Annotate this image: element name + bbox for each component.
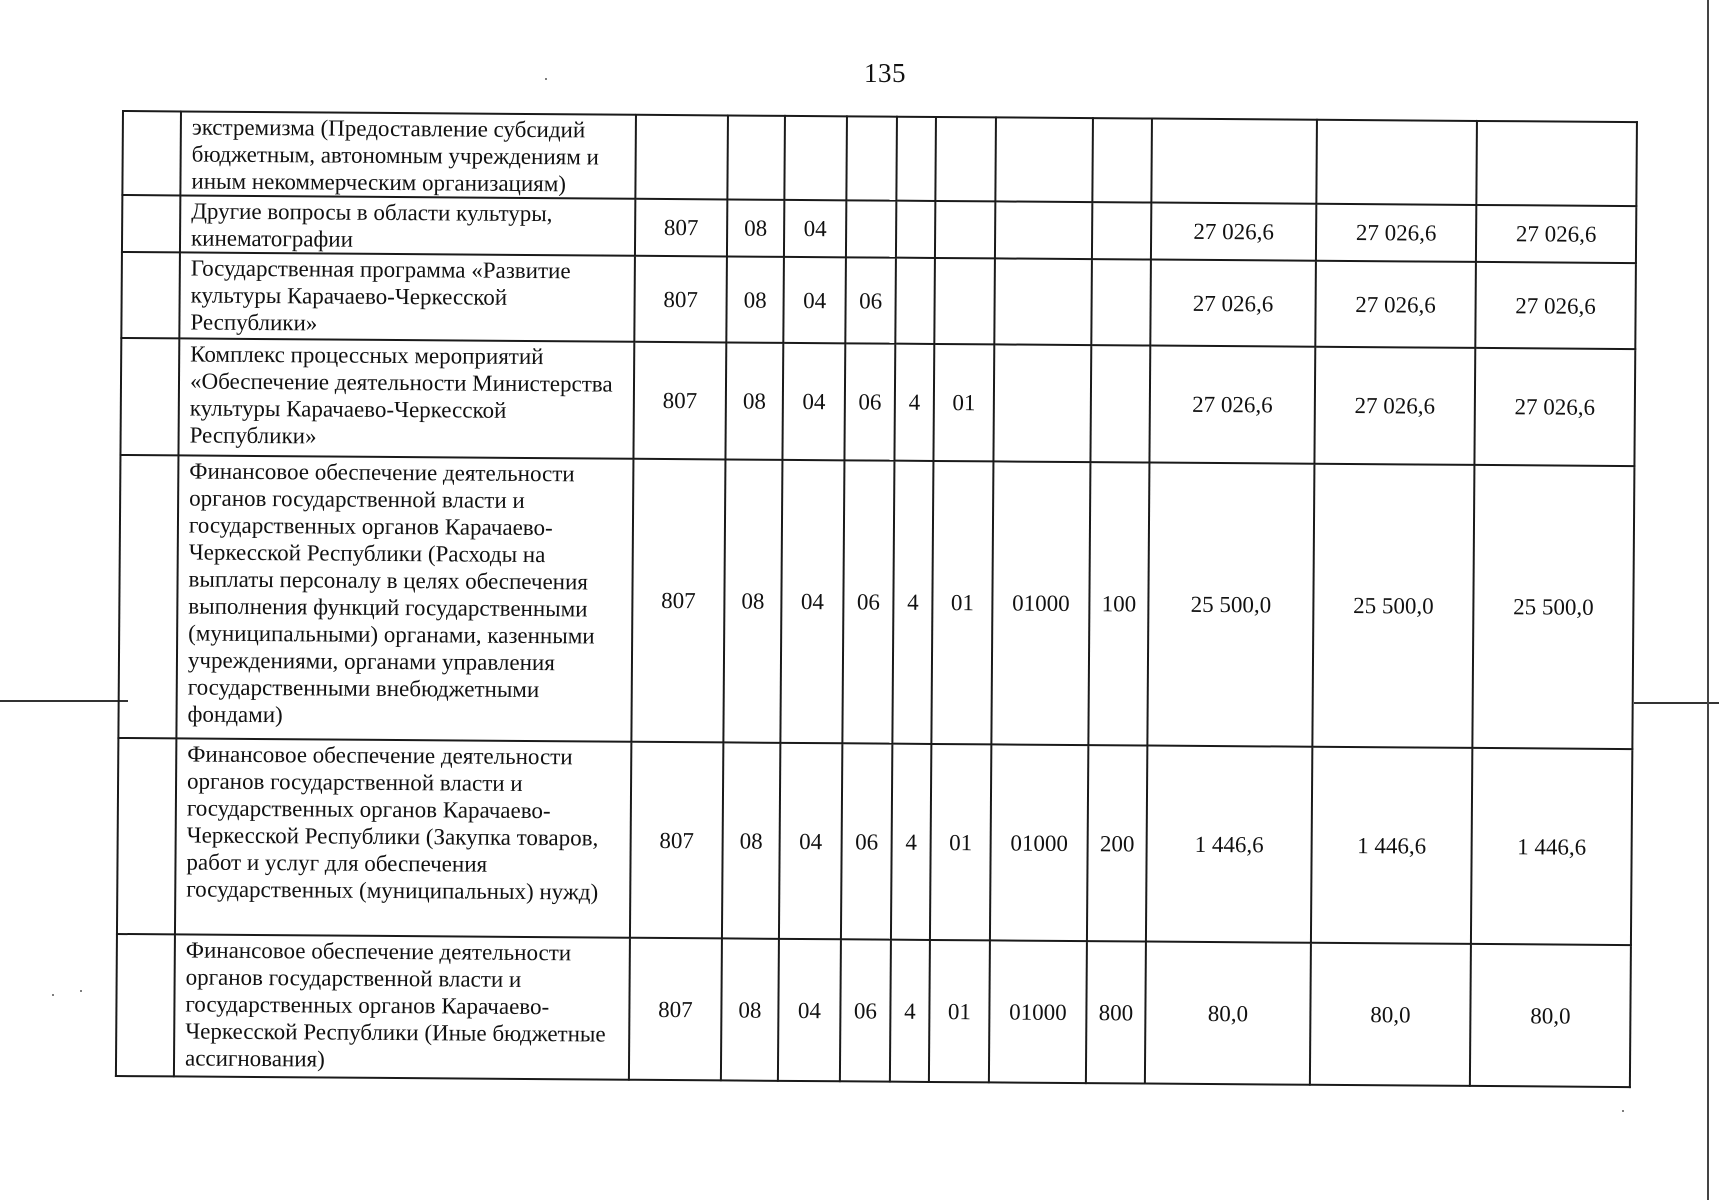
row-number-cell — [121, 252, 180, 338]
expense-code-cell: 01000 — [989, 940, 1087, 1083]
item-name-cell: Финансовое обеспечение деятельности органов государственной власти и государственных органов Карачаево-Черкесской Республики (Расходы на выплаты персоналу в целях обеспечения выполнения функций государственными (муниципальными) органами, казенными учреждениями, органами управления государственными внебюджетными фондами) — [176, 455, 633, 741]
structure-code-cell: 01 — [929, 940, 990, 1082]
expense-code-cell — [994, 258, 1092, 345]
expense-type-cell: 100 — [1088, 462, 1149, 745]
amount-year3-cell — [1476, 121, 1637, 206]
row-number-cell — [122, 195, 180, 252]
item-name-cell: экстремизма (Предоставление субсидий бюджетным, автономным учреждениям и иным некоммерческим организациям) — [180, 111, 636, 198]
program-code-cell: 06 — [841, 743, 892, 939]
table-row — [121, 252, 1636, 349]
item-name-cell: Комплекс процессных мероприятий «Обеспечение деятельности Министерства культуры Карачаево-Черкесской Республики» — [178, 338, 634, 458]
expense-code-cell — [993, 344, 1091, 462]
direction-code-cell: 4 — [891, 744, 931, 940]
ministry-code-cell: 807 — [631, 459, 725, 743]
section-code-cell — [727, 115, 785, 199]
program-code-cell: 06 — [842, 460, 894, 743]
amount-year1-cell: 80,0 — [1145, 942, 1311, 1085]
section-code-cell: 08 — [721, 938, 779, 1080]
item-name-cell: Финансовое обеспечение деятельности органов государственной власти и государственных органов Карачаево-Черкесской Республики (Закупка товаров, работ и услуг для обеспечения государственных (муниципальных) нужд) — [175, 738, 631, 937]
scan-line-left — [0, 700, 128, 702]
direction-code-cell — [895, 258, 935, 344]
table-row — [117, 738, 1632, 945]
item-name-cell: Финансовое обеспечение деятельности органов государственной власти и государственных органов Карачаево-Черкесской Республики (Иные бюджетные ассигнования) — [174, 934, 630, 1079]
ministry-code-cell: 807 — [629, 938, 722, 1081]
amount-year1-cell: 25 500,0 — [1147, 463, 1314, 747]
row-number-cell — [120, 338, 179, 455]
expense-code-cell — [995, 117, 1093, 202]
expense-code-cell: 01000 — [991, 461, 1090, 745]
structure-code-cell: 01 — [933, 344, 994, 461]
amount-year2-cell: 80,0 — [1310, 943, 1471, 1086]
amount-year3-cell: 25 500,0 — [1472, 465, 1634, 749]
expense-type-cell — [1092, 118, 1152, 202]
expense-type-cell — [1090, 345, 1150, 462]
amount-year1-cell: 27 026,6 — [1151, 203, 1316, 261]
subsection-code-cell: 04 — [783, 257, 846, 343]
direction-code-cell — [896, 201, 935, 258]
subsection-code-cell: 04 — [780, 460, 844, 743]
ministry-code-cell — [635, 115, 728, 200]
program-code-cell — [846, 116, 897, 200]
program-code-cell: 06 — [844, 343, 895, 460]
scan-speck — [1622, 1110, 1624, 1112]
amount-year1-cell: 27 026,6 — [1150, 260, 1316, 347]
amount-year2-cell: 27 026,6 — [1316, 204, 1476, 262]
page-number: 135 — [864, 58, 906, 88]
amount-year2-cell — [1316, 120, 1477, 205]
section-code-cell: 08 — [723, 459, 782, 742]
amount-year2-cell: 27 026,6 — [1315, 261, 1476, 348]
amount-year1-cell: 1 446,6 — [1146, 746, 1312, 943]
direction-code-cell — [896, 117, 936, 201]
table-body — [116, 111, 1637, 1087]
expense-code-cell: 01000 — [990, 744, 1088, 941]
amount-year2-cell: 1 446,6 — [1311, 747, 1472, 944]
row-number-cell — [117, 738, 176, 934]
subsection-code-cell: 04 — [782, 343, 845, 460]
table-row — [118, 455, 1634, 749]
structure-code-cell — [935, 201, 995, 258]
amount-year3-cell: 1 446,6 — [1471, 748, 1632, 945]
row-number-cell — [118, 455, 178, 738]
row-number-cell — [116, 934, 175, 1076]
table-row — [120, 338, 1635, 466]
structure-code-cell: 01 — [931, 461, 993, 744]
structure-code-cell — [934, 258, 995, 344]
program-code-cell: 06 — [840, 939, 891, 1081]
row-number-cell — [122, 111, 181, 195]
table-row — [122, 111, 1637, 206]
direction-code-cell: 4 — [894, 344, 934, 461]
subsection-code-cell — [784, 116, 847, 200]
budget-table — [115, 110, 1638, 1088]
section-code-cell: 08 — [726, 256, 784, 342]
subsection-code-cell: 04 — [778, 939, 841, 1081]
expense-type-cell — [1092, 202, 1151, 259]
program-code-cell: 06 — [845, 257, 896, 343]
direction-code-cell: 4 — [892, 461, 933, 744]
ministry-code-cell: 807 — [635, 199, 727, 257]
scan-edge-right — [1707, 0, 1709, 1200]
scan-speck — [80, 990, 82, 992]
section-code-cell: 08 — [727, 199, 784, 256]
amount-year3-cell: 27 026,6 — [1476, 205, 1636, 263]
scan-speck — [545, 78, 547, 80]
ministry-code-cell: 807 — [630, 742, 723, 939]
program-code-cell — [846, 200, 896, 257]
amount-year1-cell: 27 026,6 — [1149, 346, 1315, 464]
section-code-cell: 08 — [725, 342, 783, 459]
amount-year2-cell: 25 500,0 — [1312, 464, 1474, 748]
expense-type-cell: 800 — [1086, 941, 1146, 1083]
subsection-code-cell: 04 — [784, 200, 846, 257]
scan-speck — [52, 994, 54, 996]
amount-year3-cell: 80,0 — [1470, 944, 1631, 1087]
item-name-cell: Государственная программа «Развитие культуры Карачаево-Черкесской Республики» — [179, 252, 635, 341]
expense-type-cell — [1091, 259, 1151, 345]
amount-year1-cell — [1151, 119, 1317, 204]
ministry-code-cell: 807 — [633, 342, 726, 460]
structure-code-cell: 01 — [930, 744, 991, 940]
amount-year3-cell: 27 026,6 — [1474, 348, 1635, 466]
expense-code-cell — [995, 201, 1092, 259]
expense-type-cell: 200 — [1087, 745, 1147, 941]
table-row — [116, 934, 1631, 1087]
amount-year2-cell: 27 026,6 — [1314, 347, 1475, 465]
section-code-cell: 08 — [722, 742, 780, 938]
structure-code-cell — [935, 117, 996, 201]
direction-code-cell: 4 — [890, 940, 930, 1082]
ministry-code-cell: 807 — [634, 256, 727, 343]
subsection-code-cell: 04 — [779, 743, 842, 939]
amount-year3-cell: 27 026,6 — [1475, 262, 1636, 349]
item-name-cell: Другие вопросы в области культуры, кинематографии — [180, 195, 635, 255]
